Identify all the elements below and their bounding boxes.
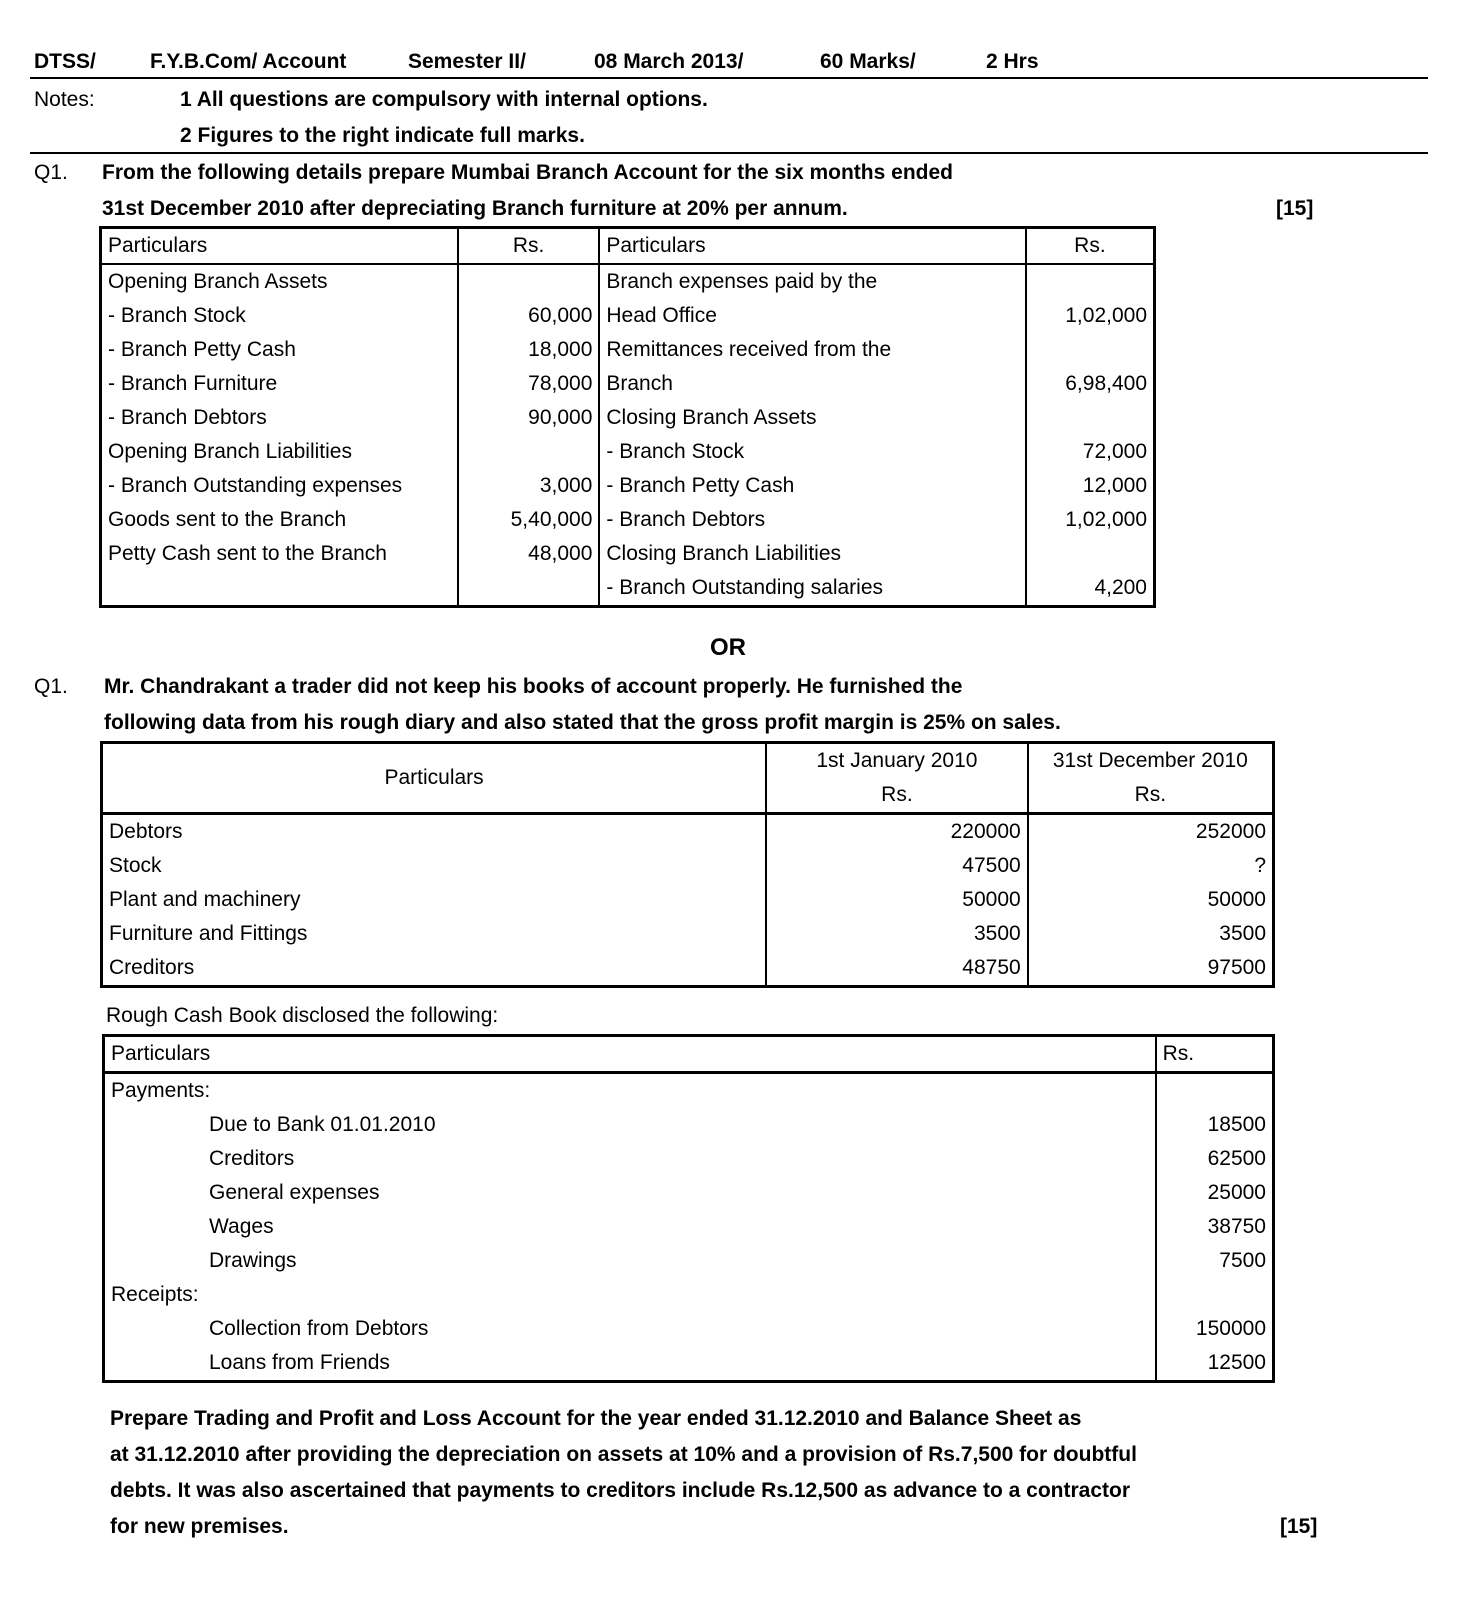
table-header: Particulars xyxy=(599,228,1025,265)
table-row xyxy=(101,299,1155,333)
table-cell: Closing Branch Assets xyxy=(599,401,1025,435)
table-cell: 72,000 xyxy=(1026,435,1155,469)
table-cell: Due to Bank 01.01.2010 xyxy=(104,1108,1156,1142)
table-cell: - Branch Stock xyxy=(101,299,458,333)
table-cell xyxy=(1026,537,1155,571)
table-cell xyxy=(458,264,599,299)
table-cell: 48,000 xyxy=(458,537,599,571)
table-cell: Goods sent to the Branch xyxy=(101,503,458,537)
table-cell: - Branch Furniture xyxy=(101,367,458,401)
table-cell: 6,98,400 xyxy=(1026,367,1155,401)
table-cell: Drawings xyxy=(104,1244,1156,1278)
table-cell: - Branch Petty Cash xyxy=(101,333,458,367)
table-cell: 18500 xyxy=(1156,1108,1274,1142)
table-cell: Opening Branch Assets xyxy=(101,264,458,299)
header-semester: Semester II/ xyxy=(408,50,526,73)
table-row xyxy=(104,1210,1274,1244)
table-cell: General expenses xyxy=(104,1176,1156,1210)
table-row xyxy=(104,1244,1274,1278)
table-cell: 25000 xyxy=(1156,1176,1274,1210)
table-header-row xyxy=(104,1036,1274,1073)
table-cell: - Branch Outstanding salaries xyxy=(599,571,1025,607)
table-cell: Branch expenses paid by the xyxy=(599,264,1025,299)
table-row xyxy=(101,537,1155,571)
table-row xyxy=(104,1346,1274,1382)
table-cell: Wages xyxy=(104,1210,1156,1244)
table-cell xyxy=(1156,1278,1274,1312)
table-cell: 1,02,000 xyxy=(1026,299,1155,333)
table-cell: - Branch Stock xyxy=(599,435,1025,469)
table-cell: 48750 xyxy=(766,951,1028,987)
header-marks: 60 Marks/ xyxy=(820,50,916,73)
table-cell xyxy=(458,571,599,607)
table-row xyxy=(102,814,1274,850)
table-row xyxy=(102,849,1274,883)
table-row xyxy=(102,951,1274,987)
table-cell: 4,200 xyxy=(1026,571,1155,607)
table-cell: Head Office xyxy=(599,299,1025,333)
table-cell: Debtors xyxy=(102,814,767,850)
table-row xyxy=(104,1278,1274,1312)
table-header: Rs. xyxy=(1156,1036,1274,1073)
branch-account-table xyxy=(99,226,1156,608)
table-row xyxy=(104,1142,1274,1176)
notes-label: Notes: xyxy=(34,88,95,111)
table-cell: 18,000 xyxy=(458,333,599,367)
table-row xyxy=(104,1176,1274,1210)
table-cell: 62500 xyxy=(1156,1142,1274,1176)
table-header: Rs. xyxy=(1028,778,1274,814)
table-cell: Plant and machinery xyxy=(102,883,767,917)
table-row xyxy=(101,333,1155,367)
table-cell: 38750 xyxy=(1156,1210,1274,1244)
q1b-number: Q1. xyxy=(34,675,68,698)
table-cell: 78,000 xyxy=(458,367,599,401)
table-cell: Petty Cash sent to the Branch xyxy=(101,537,458,571)
table-cell: Stock xyxy=(102,849,767,883)
table-cell: 3500 xyxy=(766,917,1028,951)
table-cell xyxy=(458,435,599,469)
table-cell: - Branch Petty Cash xyxy=(599,469,1025,503)
table-row xyxy=(101,401,1155,435)
table-row xyxy=(102,917,1274,951)
table-cell: - Branch Debtors xyxy=(599,503,1025,537)
table-header: Particulars xyxy=(102,743,767,814)
notes-rule xyxy=(30,152,1428,154)
table-header: Rs. xyxy=(1026,228,1155,265)
table-row xyxy=(101,571,1155,607)
table-cell: 50000 xyxy=(766,883,1028,917)
table-header: Particulars xyxy=(104,1036,1156,1073)
table-cell: - Branch Outstanding expenses xyxy=(101,469,458,503)
instruction-line: Prepare Trading and Profit and Loss Account for the year ended 31.12.2010 and Balance Sheet as xyxy=(110,1407,1082,1430)
table-cell: 60,000 xyxy=(458,299,599,333)
instruction-line: at 31.12.2010 after providing the depreciation on assets at 10% and a provision of Rs.7,500 for doubtful xyxy=(110,1443,1137,1466)
cash-book-table xyxy=(102,1034,1275,1383)
q1a-number: Q1. xyxy=(34,161,68,184)
table-header: Rs. xyxy=(766,778,1028,814)
q1a-marks: [15] xyxy=(1276,197,1314,220)
table-cell xyxy=(1026,264,1155,299)
table-header-row xyxy=(101,228,1155,265)
table-cell: Creditors xyxy=(104,1142,1156,1176)
header-duration: 2 Hrs xyxy=(986,50,1039,73)
table-cell: 3500 xyxy=(1028,917,1274,951)
table-cell: 252000 xyxy=(1028,814,1274,850)
table-cell: Collection from Debtors xyxy=(104,1312,1156,1346)
instruction-line: debts. It was also ascertained that payments to creditors include Rs.12,500 as advance to a contractor xyxy=(110,1479,1131,1502)
table-cell: 47500 xyxy=(766,849,1028,883)
table-cell: Loans from Friends xyxy=(104,1346,1156,1382)
table-header: Particulars xyxy=(101,228,458,265)
table-cell: Creditors xyxy=(102,951,767,987)
table-cell: 1,02,000 xyxy=(1026,503,1155,537)
table-row xyxy=(104,1073,1274,1109)
table-cell xyxy=(1026,333,1155,367)
table-row xyxy=(104,1312,1274,1346)
payments-label: Payments: xyxy=(104,1073,1156,1109)
table-row xyxy=(101,367,1155,401)
table-row xyxy=(101,435,1155,469)
table-cell: - Branch Debtors xyxy=(101,401,458,435)
header-date: 08 March 2013/ xyxy=(594,50,744,73)
header-course: F.Y.B.Com/ Account xyxy=(150,50,347,73)
table-cell xyxy=(101,571,458,607)
or-separator: OR xyxy=(710,634,746,661)
instruction-line: for new premises. xyxy=(110,1515,289,1538)
note-item: 1 All questions are compulsory with internal options. xyxy=(180,88,708,111)
table-cell: Remittances received from the xyxy=(599,333,1025,367)
table-cell: 90,000 xyxy=(458,401,599,435)
table-cell xyxy=(1156,1073,1274,1109)
note-item: 2 Figures to the right indicate full marks. xyxy=(180,124,585,147)
header-org: DTSS/ xyxy=(34,50,96,73)
cash-book-title: Rough Cash Book disclosed the following: xyxy=(106,1004,499,1027)
table-cell: Furniture and Fittings xyxy=(102,917,767,951)
table-cell: 50000 xyxy=(1028,883,1274,917)
q1a-line2: 31st December 2010 after depreciating Branch furniture at 20% per annum. xyxy=(102,197,848,220)
table-row xyxy=(101,264,1155,299)
table-row xyxy=(101,469,1155,503)
header-rule xyxy=(30,77,1428,79)
balances-table xyxy=(100,741,1275,988)
q1b-line2: following data from his rough diary and also stated that the gross profit margin is 25% on sales. xyxy=(104,711,1061,734)
table-cell: 3,000 xyxy=(458,469,599,503)
receipts-label: Receipts: xyxy=(104,1278,1156,1312)
table-header-row xyxy=(102,743,1274,779)
table-cell: Closing Branch Liabilities xyxy=(599,537,1025,571)
table-cell: 97500 xyxy=(1028,951,1274,987)
table-cell xyxy=(1026,401,1155,435)
table-header: 31st December 2010 xyxy=(1028,743,1274,779)
table-row xyxy=(102,883,1274,917)
table-cell: Opening Branch Liabilities xyxy=(101,435,458,469)
q1b-line1: Mr. Chandrakant a trader did not keep his books of account properly. He furnished the xyxy=(104,675,963,698)
q1a-line1: From the following details prepare Mumbai Branch Account for the six months ended xyxy=(102,161,953,184)
table-cell: 7500 xyxy=(1156,1244,1274,1278)
q1b-marks: [15] xyxy=(1280,1515,1318,1538)
table-row xyxy=(104,1108,1274,1142)
table-cell: 150000 xyxy=(1156,1312,1274,1346)
table-cell: ? xyxy=(1028,849,1274,883)
table-header: Rs. xyxy=(458,228,599,265)
table-cell: 220000 xyxy=(766,814,1028,850)
table-cell: 12,000 xyxy=(1026,469,1155,503)
table-cell: 12500 xyxy=(1156,1346,1274,1382)
table-cell: Branch xyxy=(599,367,1025,401)
table-row xyxy=(101,503,1155,537)
table-cell: 5,40,000 xyxy=(458,503,599,537)
table-header: 1st January 2010 xyxy=(766,743,1028,779)
